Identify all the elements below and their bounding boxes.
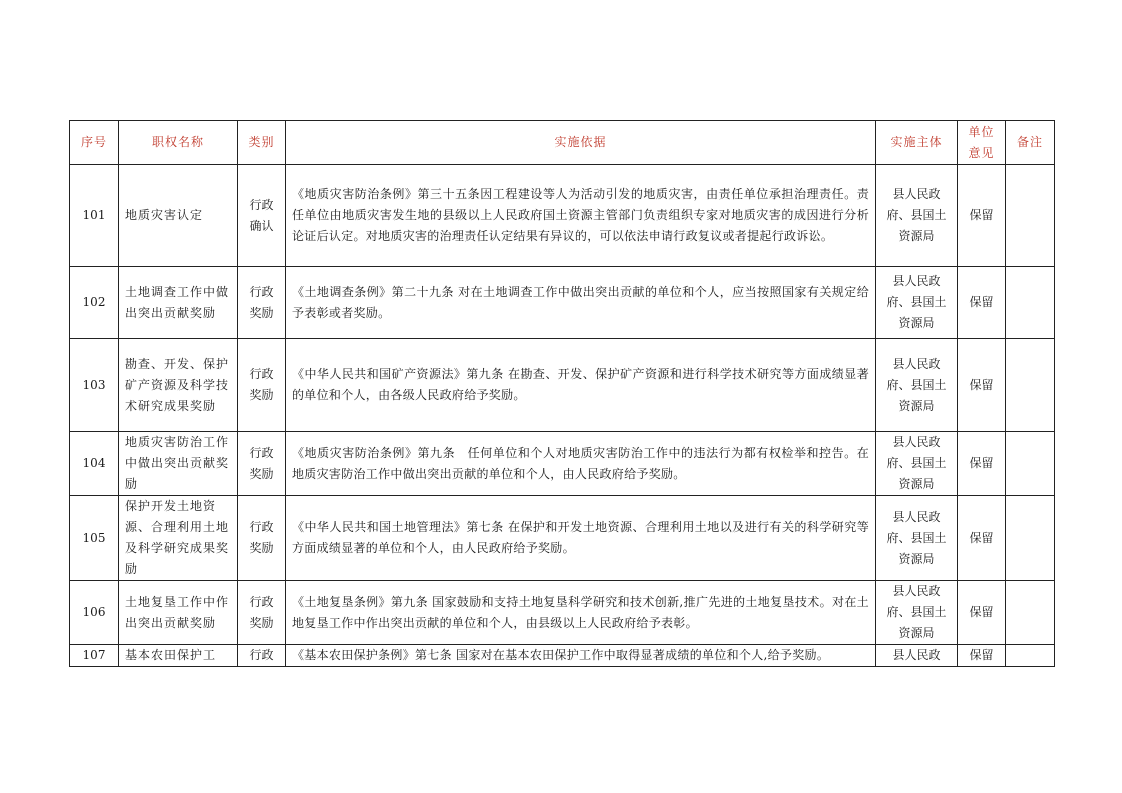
row-category: 行政奖励 — [238, 339, 286, 432]
row-category: 行政 — [238, 645, 286, 667]
row-category: 行政奖励 — [238, 432, 286, 496]
row-basis: 《地质灾害防治条例》第九条 任何单位和个人对地质灾害防治工作中的违法行为都有权检举和控告。在地质灾害防治工作中做出突出贡献的单位和个人，由人民政府给予奖励。 — [286, 432, 876, 496]
table-row — [70, 645, 1055, 667]
row-body: 县人民政府、县国土资源局 — [876, 267, 958, 339]
row-opinion: 保留 — [958, 339, 1006, 432]
row-name: 地质灾害认定 — [119, 165, 238, 267]
row-body: 县人民政 — [876, 645, 958, 667]
row-note — [1006, 432, 1055, 496]
row-note — [1006, 339, 1055, 432]
row-opinion: 保留 — [958, 165, 1006, 267]
row-opinion: 保留 — [958, 432, 1006, 496]
header-note: 备注 — [1006, 121, 1055, 165]
row-note — [1006, 267, 1055, 339]
header-seq: 序号 — [70, 121, 119, 165]
row-seq: 107 — [70, 645, 119, 667]
row-seq: 103 — [70, 339, 119, 432]
header-basis: 实施依据 — [286, 121, 876, 165]
row-opinion: 保留 — [958, 581, 1006, 645]
row-seq: 106 — [70, 581, 119, 645]
row-opinion: 保留 — [958, 496, 1006, 581]
row-basis: 《中华人民共和国矿产资源法》第九条 在勘查、开发、保护矿产资源和进行科学技术研究等方面成绩显著的单位和个人，由各级人民政府给予奖励。 — [286, 339, 876, 432]
row-name: 基本农田保护工 — [119, 645, 238, 667]
row-seq: 102 — [70, 267, 119, 339]
header-name: 职权名称 — [119, 121, 238, 165]
row-name: 土地调查工作中做出突出贡献奖励 — [119, 267, 238, 339]
row-body: 县人民政府、县国土资源局 — [876, 339, 958, 432]
row-note — [1006, 645, 1055, 667]
row-basis: 《土地调查条例》第二十九条 对在土地调查工作中做出突出贡献的单位和个人，应当按照国家有关规定给予表彰或者奖励。 — [286, 267, 876, 339]
table-row — [70, 496, 1055, 581]
row-name: 土地复垦工作中作出突出贡献奖励 — [119, 581, 238, 645]
row-seq: 104 — [70, 432, 119, 496]
row-body: 县人民政府、县国土资源局 — [876, 581, 958, 645]
row-seq: 105 — [70, 496, 119, 581]
row-opinion: 保留 — [958, 267, 1006, 339]
row-category: 行政奖励 — [238, 496, 286, 581]
row-category: 行政奖励 — [238, 581, 286, 645]
row-name: 勘查、开发、保护矿产资源及科学技术研究成果奖励 — [119, 339, 238, 432]
header-body: 实施主体 — [876, 121, 958, 165]
row-basis: 《基本农田保护条例》第七条 国家对在基本农田保护工作中取得显著成绩的单位和个人,给予奖励。 — [286, 645, 876, 667]
row-seq: 101 — [70, 165, 119, 267]
row-opinion: 保留 — [958, 645, 1006, 667]
table-row — [70, 339, 1055, 432]
table-row — [70, 267, 1055, 339]
row-note — [1006, 165, 1055, 267]
row-body: 县人民政府、县国土资源局 — [876, 496, 958, 581]
row-note — [1006, 496, 1055, 581]
row-name: 地质灾害防治工作中做出突出贡献奖励 — [119, 432, 238, 496]
row-basis: 《土地复垦条例》第九条 国家鼓励和支持土地复垦科学研究和技术创新,推广先进的土地复垦技术。对在土地复垦工作中作出突出贡献的单位和个人，由县级以上人民政府给予表彰。 — [286, 581, 876, 645]
row-category: 行政奖励 — [238, 267, 286, 339]
row-note — [1006, 581, 1055, 645]
table-row — [70, 165, 1055, 267]
row-body: 县人民政府、县国土资源局 — [876, 165, 958, 267]
header-category: 类别 — [238, 121, 286, 165]
row-basis: 《中华人民共和国土地管理法》第七条 在保护和开发土地资源、合理利用土地以及进行有关的科学研究等方面成绩显著的单位和个人，由人民政府给予奖励。 — [286, 496, 876, 581]
row-body: 县人民政府、县国土资源局 — [876, 432, 958, 496]
authority-table — [69, 120, 1055, 667]
row-basis: 《地质灾害防治条例》第三十五条因工程建设等人为活动引发的地质灾害，由责任单位承担治理责任。责任单位由地质灾害发生地的县级以上人民政府国土资源主管部门负责组织专家对地质灾害的成因进行分析论证后认定。对地质灾害的治理责任认定结果有异议的，可以依法申请行政复议或者提起行政诉讼。 — [286, 165, 876, 267]
table-header-row — [70, 121, 1055, 165]
row-name: 保护开发土地资源、合理利用土地及科学研究成果奖励 — [119, 496, 238, 581]
row-category: 行政确认 — [238, 165, 286, 267]
header-opinion: 单位意见 — [958, 121, 1006, 165]
table-row — [70, 581, 1055, 645]
table-row — [70, 432, 1055, 496]
